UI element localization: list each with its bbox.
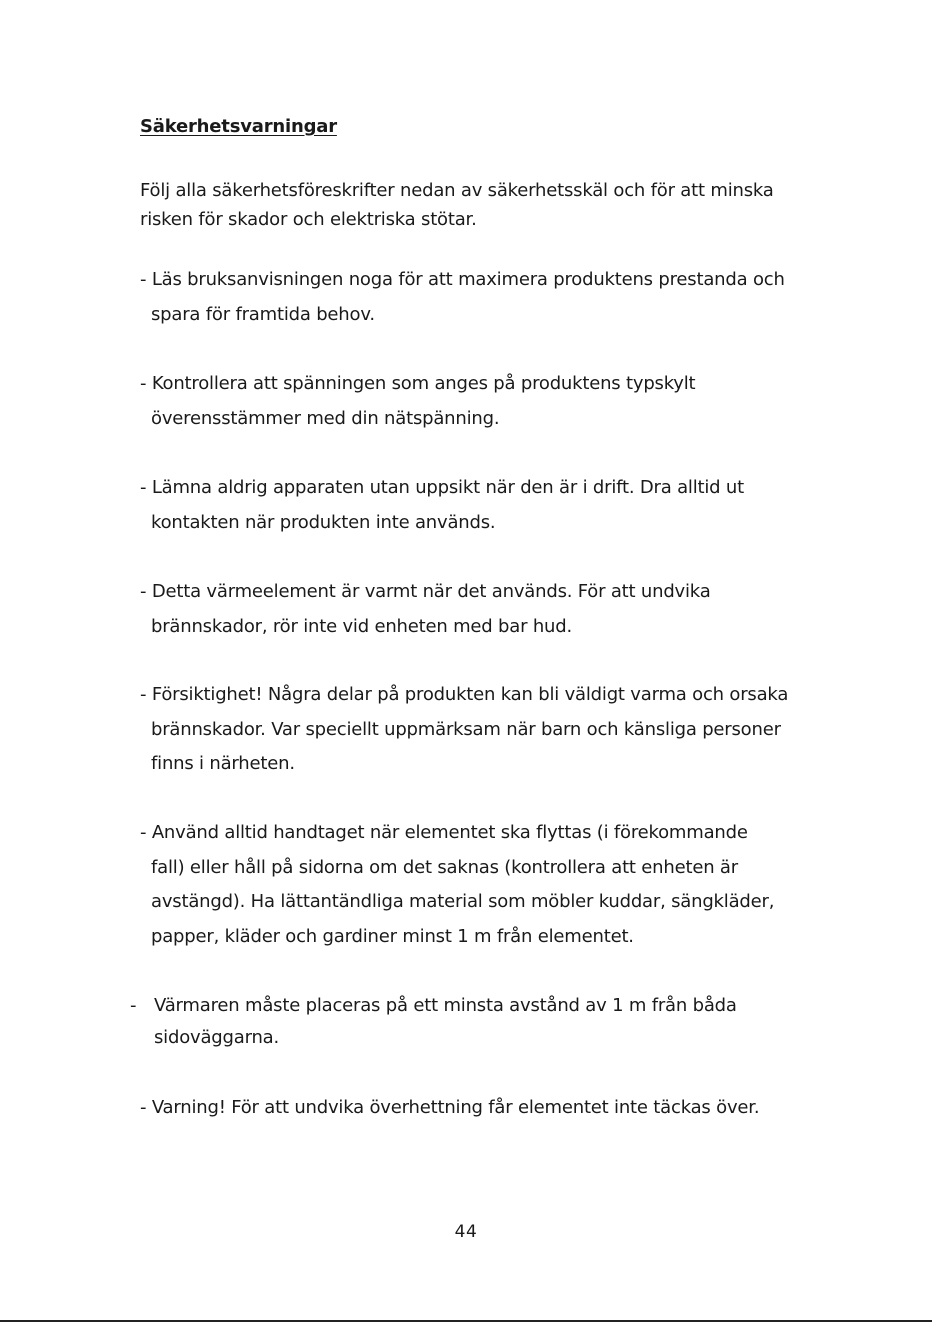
warning-item-wall-distance [130, 990, 810, 1054]
warning-item-caution-hot-parts [140, 678, 810, 782]
warning-item-read-manual [140, 263, 810, 332]
intro-paragraph [140, 176, 800, 234]
warning-line: - Detta värmeelement är varmt när det används. För att undvika [140, 581, 711, 602]
warning-line: - Läs bruksanvisningen noga för att maximera produktens prestanda och [140, 269, 785, 290]
warning-line: - Kontrollera att spänningen som anges på produktens typskylt [140, 373, 696, 394]
warning-line: papper, kläder och gardiner minst 1 m från elementet. [151, 925, 634, 947]
warning-line: Värmaren måste placeras på ett minsta avstånd av 1 m från båda [154, 995, 737, 1016]
warning-line: brännskador, rör inte vid enheten med bar hud. [151, 615, 572, 637]
warning-line: finns i närheten. [151, 753, 295, 774]
section-title: Säkerhetsvarningar [140, 116, 337, 137]
warning-line: kontakten när produkten inte används. [151, 511, 496, 533]
warning-item-never-unattended [140, 471, 810, 540]
warning-line: spara för framtida behov. [151, 303, 375, 325]
intro-line: risken för skador och elektriska stötar. [140, 209, 477, 230]
warning-item-check-voltage [140, 367, 810, 436]
warning-line: - Lämna aldrig apparaten utan uppsikt när den är i drift. Dra alltid ut [140, 477, 744, 498]
page-number: 44 [454, 1222, 478, 1242]
intro-line: Följ alla säkerhetsföreskrifter nedan av säkerhetsskäl och för att minska [140, 180, 774, 201]
bottom-divider [0, 1320, 932, 1322]
warning-item-do-not-cover [140, 1091, 810, 1126]
warning-line: överensstämmer med din nätspänning. [151, 407, 500, 429]
warning-line: - Försiktighet! Några delar på produkten kan bli väldigt varma och orsaka [140, 684, 789, 705]
warning-line: avstängd). Ha lättantändliga material som möbler kuddar, sängkläder, [151, 891, 775, 912]
warning-item-use-handle [140, 816, 810, 954]
warning-line: - Använd alltid handtaget när elementet ska flyttas (i förekommande [140, 822, 748, 843]
warning-line: fall) eller håll på sidorna om det saknas (kontrollera att enheten är [151, 856, 738, 878]
warning-item-hot-surface [140, 575, 810, 644]
warning-line: - Varning! För att undvika överhettning får elementet inte täckas över. [140, 1097, 760, 1118]
list-dash: - [130, 995, 137, 1016]
warning-line: brännskador. Var speciellt uppmärksam när barn och känsliga personer [151, 718, 781, 740]
warning-line: sidoväggarna. [154, 1027, 280, 1048]
